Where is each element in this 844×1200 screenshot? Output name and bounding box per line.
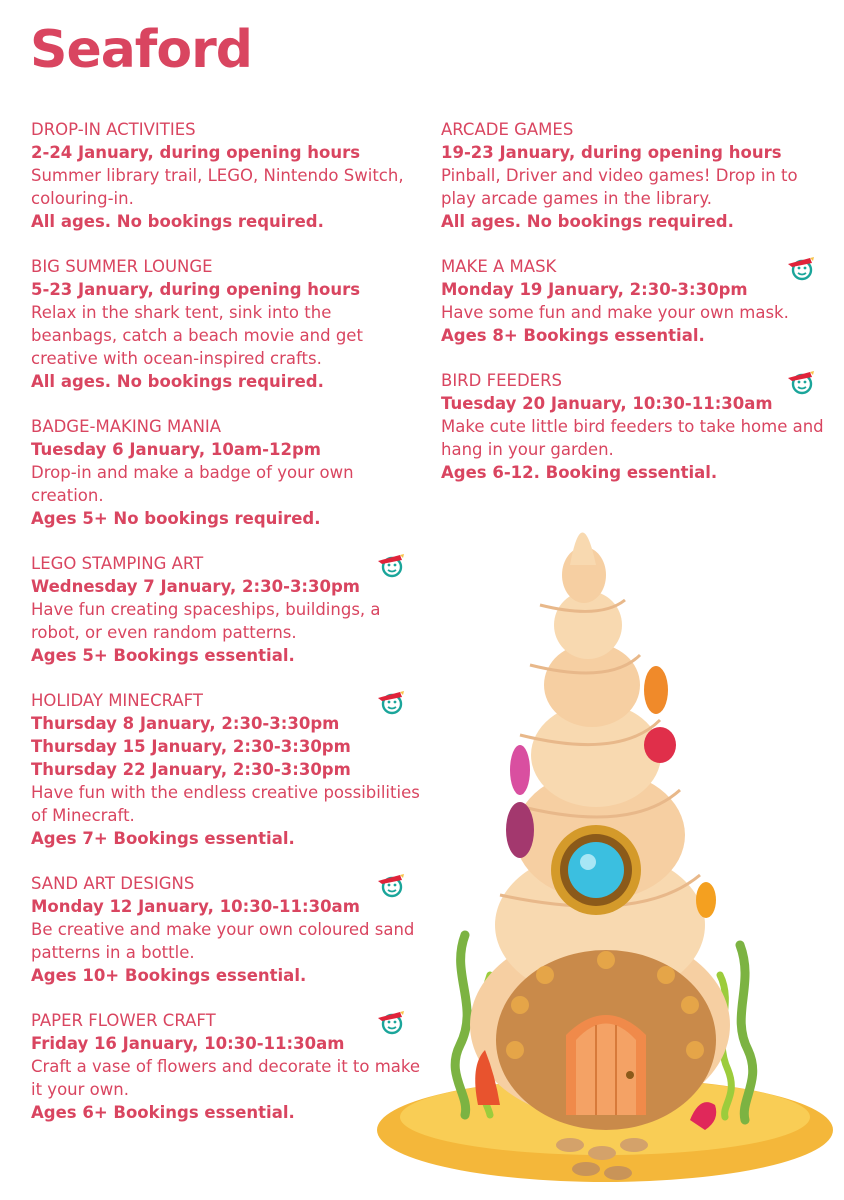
event-title: BIG SUMMER LOUNGE	[31, 257, 213, 276]
event-description: Craft a vase of flowers and decorate it to make it your own.	[31, 1057, 421, 1099]
event-title: DROP-IN ACTIVITIES	[31, 120, 196, 139]
event-booking-info: Ages 5+ No bookings required.	[31, 509, 321, 528]
event-booking-info: Ages 8+ Bookings essential.	[441, 326, 705, 345]
event-title: MAKE A MASK	[441, 257, 557, 276]
event-description: Make cute little bird feeders to take home and hang in your garden.	[441, 417, 824, 459]
event-date: Tuesday 6 January, 10am-12pm	[31, 440, 321, 459]
event-date: Thursday 22 January, 2:30-3:30pm	[31, 760, 351, 779]
event-date: Wednesday 7 January, 2:30-3:30pm	[31, 577, 360, 596]
event-description: Have fun creating spaceships, buildings, a robot, or even random patterns.	[31, 600, 381, 642]
booking-required-icon	[786, 255, 816, 281]
event-title: PAPER FLOWER CRAFT	[31, 1011, 216, 1030]
event-description: Have fun with the endless creative possibilities of Minecraft.	[31, 783, 420, 825]
event-booking-info: Ages 6+ Bookings essential.	[31, 1103, 295, 1122]
event-item	[31, 689, 421, 850]
event-title: BIRD FEEDERS	[441, 371, 563, 390]
shell-house-illustration	[370, 505, 834, 1195]
event-date: Tuesday 20 January, 10:30-11:30am	[441, 394, 773, 413]
event-booking-info: All ages. No bookings required.	[31, 212, 324, 231]
event-title: HOLIDAY MINECRAFT	[31, 691, 203, 710]
event-booking-info: Ages 10+ Bookings essential.	[31, 966, 307, 985]
event-date: Thursday 8 January, 2:30-3:30pm	[31, 714, 340, 733]
event-title: LEGO STAMPING ART	[31, 554, 204, 573]
event-date: Monday 19 January, 2:30-3:30pm	[441, 280, 748, 299]
event-item	[31, 872, 421, 987]
event-title: BADGE-MAKING MANIA	[31, 417, 222, 436]
booking-required-icon	[786, 369, 816, 395]
event-description: Summer library trail, LEGO, Nintendo Switch, colouring-in.	[31, 166, 404, 208]
event-booking-info: Ages 5+ Bookings essential.	[31, 646, 295, 665]
event-date: 19-23 January, during opening hours	[441, 143, 782, 162]
event-item	[441, 255, 831, 347]
event-item	[441, 369, 831, 484]
event-item	[31, 1009, 421, 1124]
event-description: Have some fun and make your own mask.	[441, 303, 789, 322]
event-title: SAND ART DESIGNS	[31, 874, 195, 893]
event-date: 5-23 January, during opening hours	[31, 280, 361, 299]
event-description: Relax in the shark tent, sink into the beanbags, catch a beach movie and get creative with ocean-inspired crafts.	[31, 303, 363, 368]
events-column-left	[31, 118, 421, 1146]
event-date: 2-24 January, during opening hours	[31, 143, 361, 162]
event-item	[31, 255, 421, 393]
event-date: Friday 16 January, 10:30-11:30am	[31, 1034, 345, 1053]
event-description: Pinball, Driver and video games! Drop in to play arcade games in the library.	[441, 166, 798, 208]
event-title: ARCADE GAMES	[441, 120, 574, 139]
event-item	[31, 415, 421, 530]
event-booking-info: Ages 6-12. Booking essential.	[441, 463, 718, 482]
event-description: Be creative and make your own coloured sand patterns in a bottle.	[31, 920, 415, 962]
event-date: Monday 12 January, 10:30-11:30am	[31, 897, 360, 916]
event-booking-info: All ages. No bookings required.	[441, 212, 734, 231]
events-column-right	[441, 118, 831, 506]
event-item	[441, 118, 831, 233]
event-item	[31, 118, 421, 233]
event-booking-info: Ages 7+ Bookings essential.	[31, 829, 295, 848]
page-title: Seaford	[30, 20, 253, 80]
event-booking-info: All ages. No bookings required.	[31, 372, 324, 391]
event-description: Drop-in and make a badge of your own creation.	[31, 463, 354, 505]
event-date: Thursday 15 January, 2:30-3:30pm	[31, 737, 351, 756]
event-item	[31, 552, 421, 667]
